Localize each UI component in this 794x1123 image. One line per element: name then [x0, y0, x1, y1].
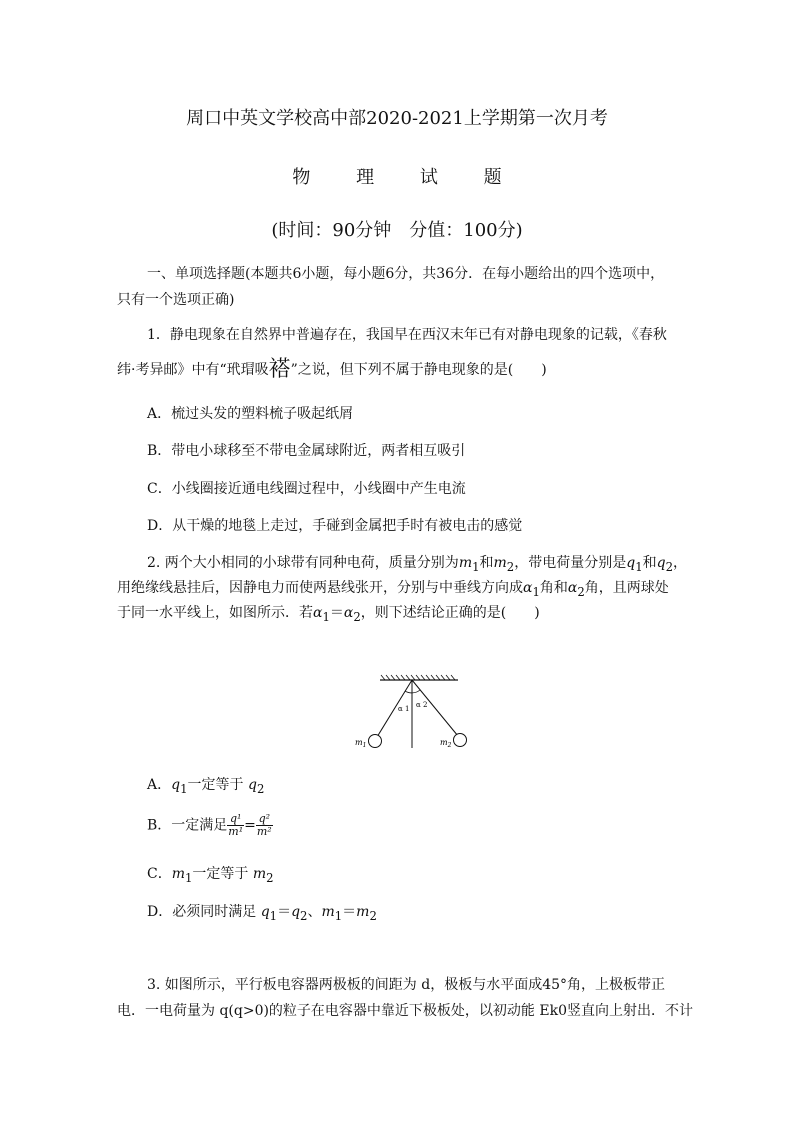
time-score-info: (时间：90分钟 分值：100分) [271, 220, 523, 241]
q3-stem-line1: 3. 如图所示，平行板电容器两极板的间距为 d，极板与水平面成45°角，上极板带正 [147, 977, 666, 993]
q2-stem-line2: 用绝缘线悬挂后，因静电力而使两悬线张开，分别与中垂线方向成$\alpha_1$角和$\alpha_2$角，且两球处 [117, 580, 669, 599]
fraction-q1-m1: $\frac{\text{q¹}}{\text{m¹}}$ [228, 812, 244, 838]
q1-option-a: A．梳过头发的塑料梳子吸起纸屑 [147, 406, 354, 422]
alpha2-label: α 2 [416, 701, 428, 709]
ball-m2 [454, 734, 467, 747]
q2-stem-line1: 2. 两个大小相同的小球带有同种电荷，质量分别为$m_1$和$m_2$，带电荷量分别是$q_1$和$q_2$， [147, 555, 687, 574]
m2-label: $m_2$ [440, 738, 452, 749]
alpha1-label: α 1 [398, 705, 410, 713]
subject-title: 物 理 试 题 [292, 167, 522, 188]
m1-label: $m_1$ [355, 738, 367, 749]
q2-option-a: A．$q_1$一定等于 $q_2$ [147, 777, 265, 796]
q3-stem-line2: 电．一电荷量为 q(q>0)的粒子在电容器中靠近下极板处，以初动能 Ek0竖直向上射出．不计 [117, 1003, 693, 1019]
pendulum-figure [350, 672, 480, 756]
exam-title: 周口中英文学校高中部2020-2021上学期第一次月考 [186, 108, 608, 129]
q2-option-d: D．必须同时满足 $q_1=q_2$、$m_1=m_2$ [147, 904, 377, 923]
q2-option-b: B．一定满足 $\frac{\text{q¹}}{\text{m¹}}$ = $\frac{\text{q²}}{\text{m²}}$ [147, 812, 272, 838]
q2-stem-line3: 于同一水平线上，如图所示．若$\alpha_1=\alpha_2$，则下述结论正确的是( ) [117, 605, 540, 624]
ceiling-hatching [381, 675, 455, 680]
section-heading-line1: 一、单项选择题(本题共6小题，每小题6分，共36分．在每小题给出的四个选项中， [147, 266, 665, 282]
q1-option-b: B．带电小球移至不带电金属球附近，两者相互吸引 [147, 443, 466, 459]
q1-option-c: C．小线圈接近通电线圈过程中，小线圈中产生电流 [147, 481, 466, 497]
q1-option-d: D．从干燥的地毯上走过，手碰到金属把手时有被电击的感觉 [147, 518, 523, 534]
q1-stem-line2: 纬·考异邮》中有“玳瑁吸褡”之说，但下列不属于静电现象的是( ) [117, 357, 547, 382]
ball-m1 [369, 735, 382, 748]
q1-large-char: 褡 [268, 357, 291, 382]
q2-option-c: C．$m_1$一定等于 $m_2$ [147, 866, 274, 885]
section-heading-line2: 只有一个选项正确) [117, 292, 235, 308]
fraction-q2-m2: $\frac{\text{q²}}{\text{m²}}$ [256, 812, 272, 838]
q1-stem-line1: 1．静电现象在自然界中普遍存在，我国早在西汉末年已有对静电现象的记载，《春秋 [147, 327, 667, 343]
